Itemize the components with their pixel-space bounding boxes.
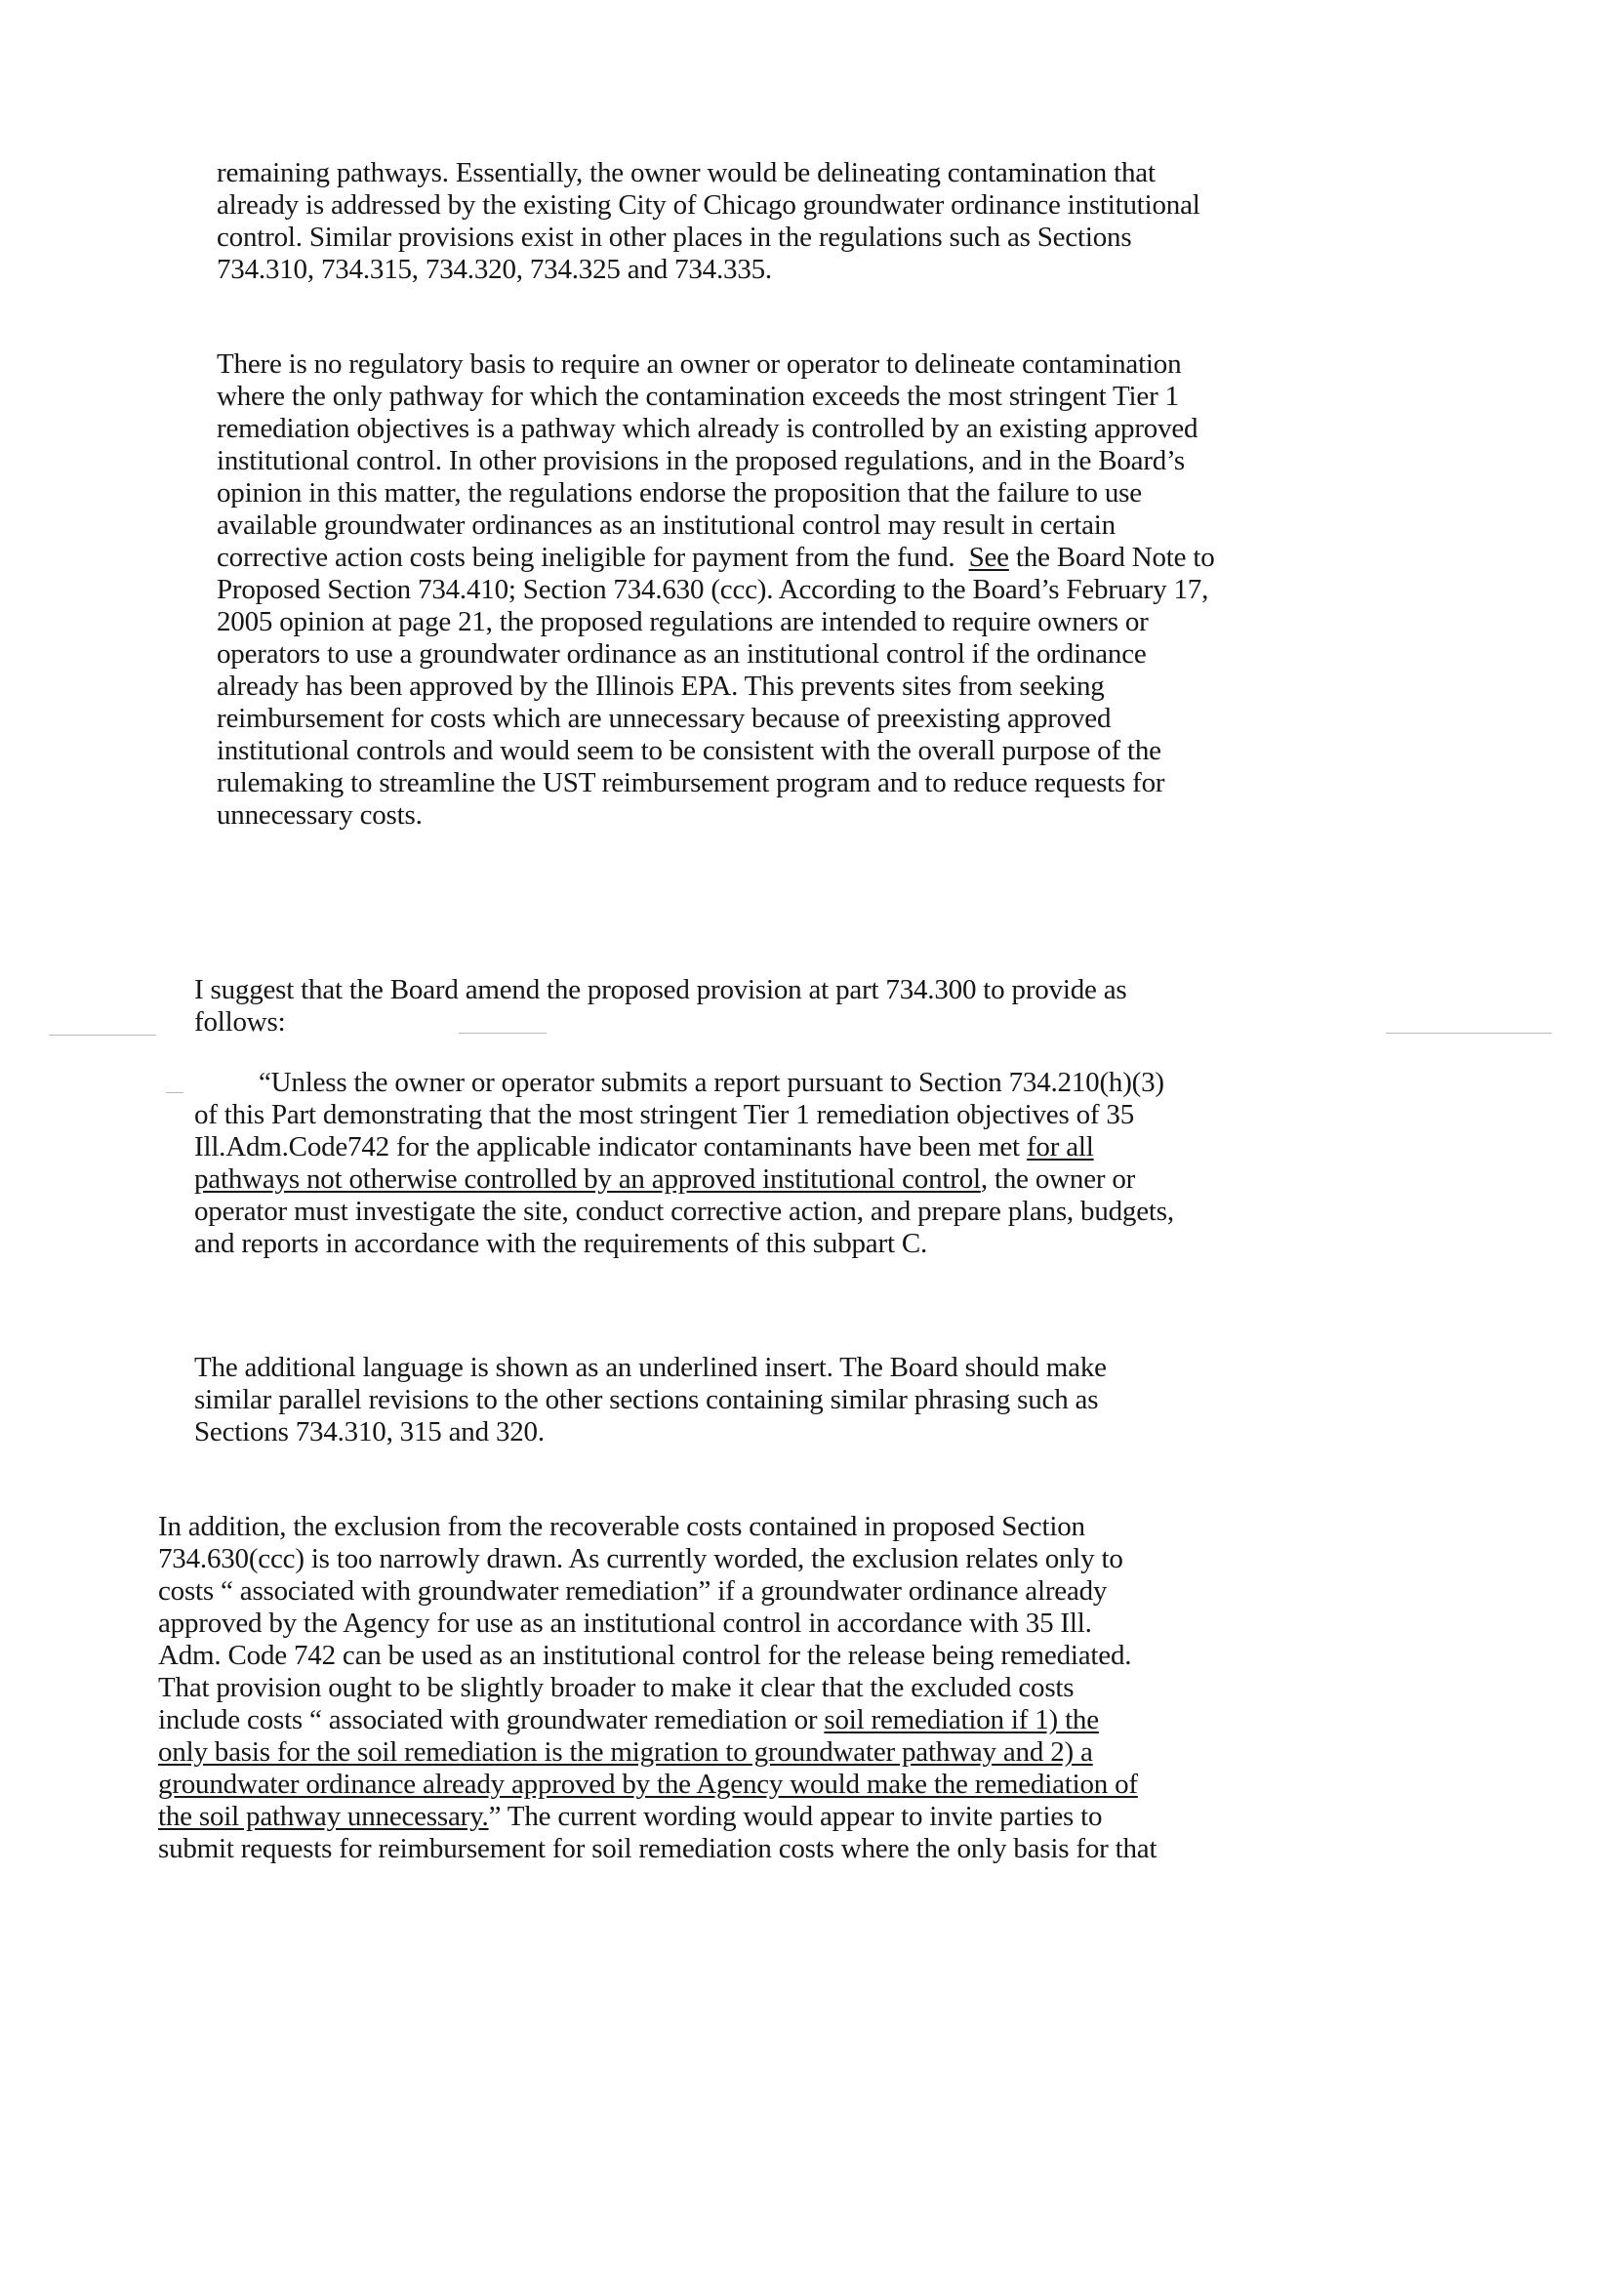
text-line: institutional controls and would seem to be consistent with the overall purpose of the <box>217 735 1161 766</box>
text-line <box>194 1131 1174 1163</box>
text-line: available groundwater ordinances as an institutional control may result in certain <box>217 509 1116 541</box>
paragraph-regulatory-basis <box>217 348 1215 832</box>
text-line: submit requests for reimbursement for soil remediation costs where the only basis for that <box>158 1833 1157 1864</box>
text-line: follows: <box>194 1006 286 1038</box>
text-line: operators to use a groundwater ordinance as an institutional control if the ordinance <box>217 638 1147 670</box>
text-line: reimbursement for costs which are unnecessary because of preexisting approved <box>217 703 1112 734</box>
text-line: opinion in this matter, the regulations endorse the proposition that the failure to use <box>217 477 1142 509</box>
text-line: Adm. Code 742 can be used as an institutional control for the release being remediated. <box>158 1640 1132 1671</box>
scan-noise <box>1386 1033 1552 1034</box>
paragraph-additional-language <box>194 1352 1107 1448</box>
inserted-text: pathways not otherwise controlled by an approved institutional control <box>194 1163 981 1195</box>
text-line: approved by the Agency for use as an institutional control in accordance with 35 Ill. <box>158 1608 1092 1639</box>
inserted-text: only basis for the soil remediation is the migration to groundwater pathway and 2) a <box>158 1736 1093 1768</box>
text-line <box>158 1736 1157 1769</box>
text-line: operator must investigate the site, conduct corrective action, and prepare plans, budgets, <box>194 1196 1174 1227</box>
text-line: already is addressed by the existing City of Chicago groundwater ordinance institutional <box>217 189 1200 221</box>
text-line: 734.630(ccc) is too narrowly drawn. As currently worded, the exclusion relates only to <box>158 1543 1123 1574</box>
text-line: Proposed Section 734.410; Section 734.630 (ccc). According to the Board’s February 17, <box>217 574 1209 605</box>
text-line <box>158 1769 1157 1801</box>
text-line <box>158 1801 1157 1833</box>
text-line: The additional language is shown as an underlined insert. The Board should make <box>194 1352 1107 1383</box>
inserted-text: the soil pathway unnecessary. <box>158 1801 489 1832</box>
text-line: 2005 opinion at page 21, the proposed regulations are intended to require owners or <box>217 606 1149 637</box>
text-segment: corrective action costs being ineligible for payment from the fund. <box>217 542 955 573</box>
inserted-text: groundwater ordinance already approved by the Agency would make the remediation of <box>158 1769 1138 1800</box>
text-line: There is no regulatory basis to require an owner or operator to delineate contamination <box>217 348 1182 380</box>
scan-noise <box>49 1035 156 1036</box>
text-line <box>217 542 1215 574</box>
text-line: unnecessary costs. <box>217 799 423 831</box>
text-line: where the only pathway for which the contamination exceeds the most stringent Tier 1 <box>217 381 1179 412</box>
text-line: costs “ associated with groundwater remediation” if a groundwater ordinance already <box>158 1575 1108 1607</box>
inserted-text: soil remediation if 1) the <box>824 1704 1099 1735</box>
text-segment: , the owner or <box>980 1163 1136 1195</box>
inserted-text: for all <box>1026 1131 1094 1162</box>
text-line: Sections 734.310, 315 and 320. <box>194 1416 545 1447</box>
paragraph-remaining-pathways <box>217 157 1200 286</box>
text-segment: the Board Note to <box>1015 542 1215 573</box>
text-segment: Ill.Adm.Code742 for the applicable indicator contaminants have been met <box>194 1131 1020 1162</box>
text-line: already has been approved by the Illinois EPA. This prevents sites from seeking <box>217 671 1105 702</box>
text-line: institutional control. In other provisions in the proposed regulations, and in the Board’s <box>217 445 1186 476</box>
text-line: remediation objectives is a pathway which already is controlled by an existing approved <box>217 413 1198 444</box>
text-line: “Unless the owner or operator submits a report pursuant to Section 734.210(h)(3) <box>259 1067 1164 1098</box>
text-line: and reports in accordance with the requirements of this subpart C. <box>194 1228 928 1259</box>
text-line: remaining pathways. Essentially, the owner would be delineating contamination that <box>217 157 1156 188</box>
quoted-amendment <box>194 1067 1174 1260</box>
text-line: rulemaking to streamline the UST reimbursement program and to reduce requests for <box>217 767 1165 798</box>
scan-noise <box>459 1033 547 1034</box>
text-line: 734.310, 734.315, 734.320, 734.325 and 734.335. <box>217 254 772 285</box>
text-segment: ” The current wording would appear to invite parties to <box>488 1801 1103 1832</box>
text-line: That provision ought to be slightly broader to make it clear that the excluded costs <box>158 1672 1075 1703</box>
text-line: similar parallel revisions to the other sections containing similar phrasing such as <box>194 1384 1099 1415</box>
paragraph-suggestion <box>194 974 1127 1039</box>
paragraph-exclusion <box>158 1511 1157 1865</box>
text-line: of this Part demonstrating that the most stringent Tier 1 remediation objectives of 35 <box>194 1099 1135 1130</box>
text-segment: include costs “ associated with groundwater remediation or <box>158 1704 818 1735</box>
text-line: control. Similar provisions exist in other places in the regulations such as Sections <box>217 222 1132 253</box>
text-line <box>158 1704 1157 1736</box>
text-line <box>194 1163 1174 1196</box>
text-line: I suggest that the Board amend the proposed provision at part 734.300 to provide as <box>194 974 1127 1005</box>
scan-noise <box>166 1092 183 1093</box>
text-line: In addition, the exclusion from the recoverable costs contained in proposed Section <box>158 1511 1085 1542</box>
see-reference: See <box>968 542 1009 573</box>
